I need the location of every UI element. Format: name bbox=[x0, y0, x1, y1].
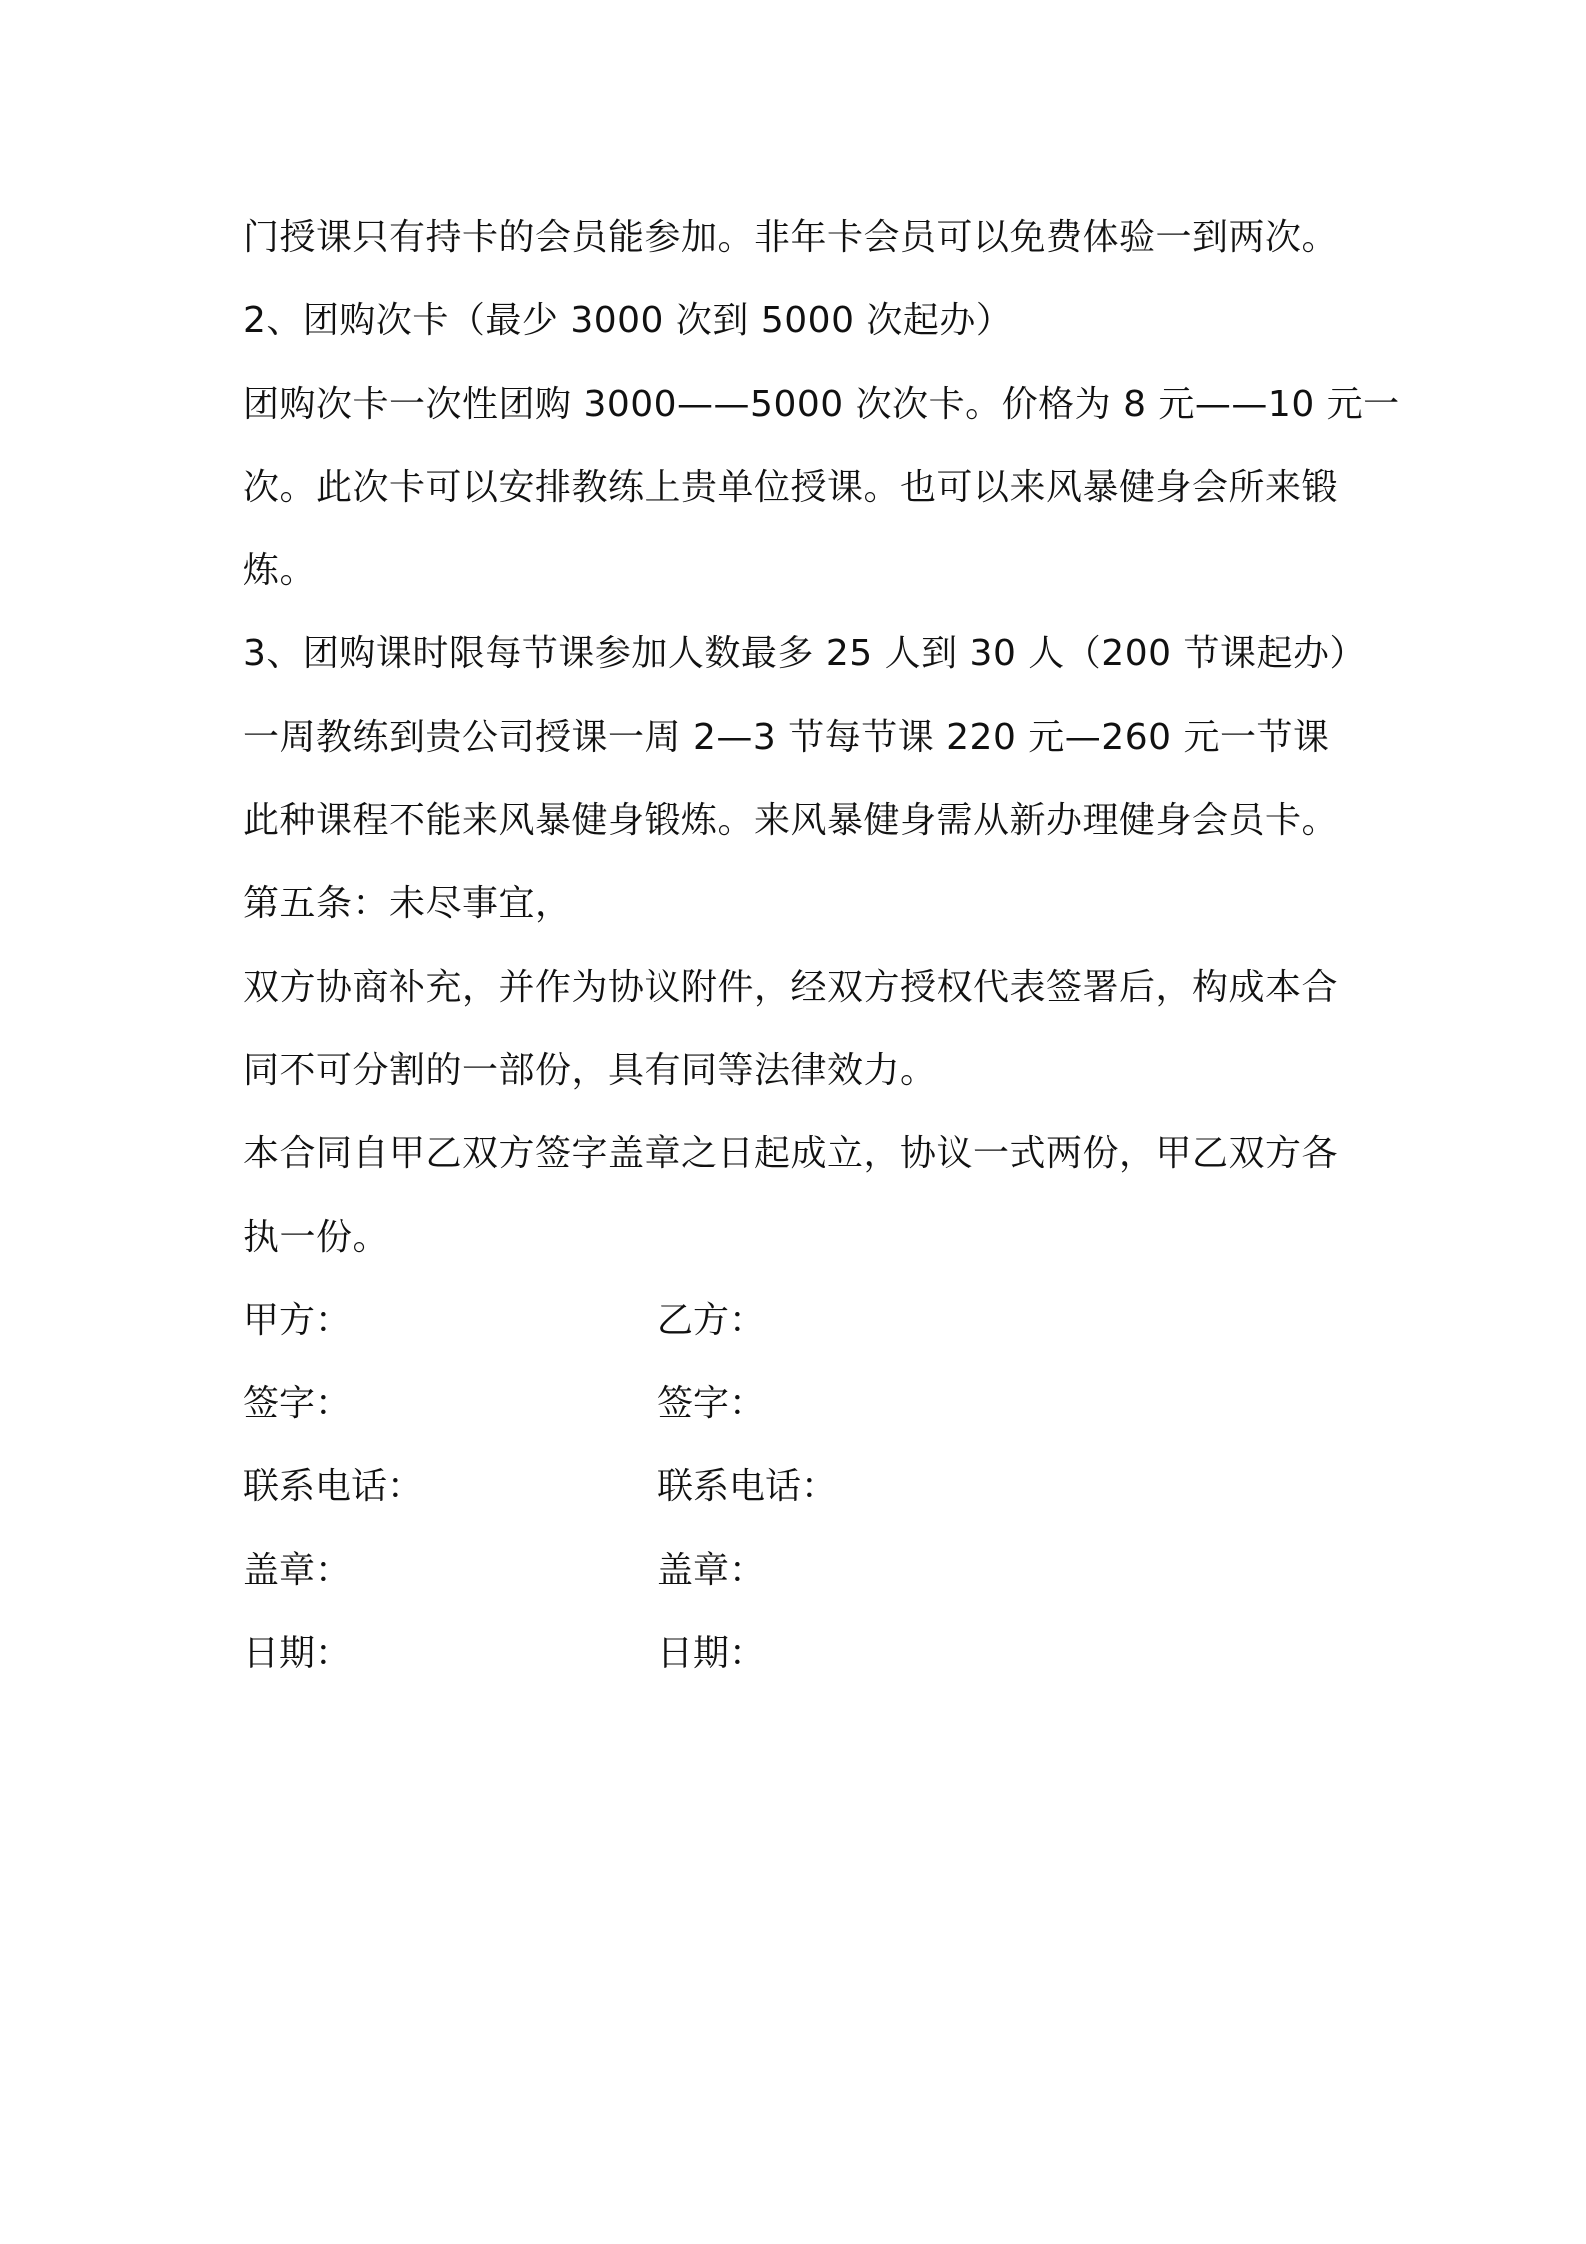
article-heading: 第五条：未尽事宜， bbox=[243, 883, 572, 925]
party-a-label: 甲方： bbox=[243, 1299, 352, 1341]
signature-row-party bbox=[243, 1279, 1363, 1362]
paragraph-line: 团购次卡一次性团购 3000——5000 次次卡。价格为 8 元——10 元一 bbox=[243, 383, 1400, 425]
paragraph-line: 此种课程不能来风暴健身锻炼。来风暴健身需从新办理健身会员卡。 bbox=[243, 800, 1339, 842]
signature-row-phone bbox=[243, 1445, 1363, 1528]
party-b-sign-label: 签字： bbox=[657, 1383, 766, 1425]
party-b-seal-label: 盖章： bbox=[657, 1549, 766, 1591]
signature-row-seal bbox=[243, 1529, 1363, 1612]
document-body bbox=[243, 196, 1400, 1695]
party-b-label: 乙方： bbox=[657, 1299, 766, 1341]
section-heading: 3、团购课时限每节课参加人数最多 25 人到 30 人（200 节课起办） bbox=[243, 633, 1366, 675]
party-a-date-label: 日期： bbox=[243, 1633, 352, 1675]
signature-row-sign bbox=[243, 1362, 1363, 1445]
paragraph-line: 本合同自甲乙双方签字盖章之日起成立，协议一式两份，甲乙双方各 bbox=[243, 1133, 1339, 1175]
paragraph-line: 一周教练到贵公司授课一周 2—3 节每节课 220 元—260 元一节课 bbox=[243, 716, 1330, 758]
section-heading: 2、团购次卡（最少 3000 次到 5000 次起办） bbox=[243, 300, 1013, 342]
party-a-phone-label: 联系电话： bbox=[243, 1466, 424, 1508]
paragraph-line: 双方协商补充，并作为协议附件，经双方授权代表签署后，构成本合 bbox=[243, 966, 1339, 1008]
party-b-phone-label: 联系电话： bbox=[657, 1466, 838, 1508]
paragraph-line: 门授课只有持卡的会员能参加。非年卡会员可以免费体验一到两次。 bbox=[243, 217, 1339, 258]
party-b-date-label: 日期： bbox=[657, 1633, 766, 1675]
paragraph-line: 次。此次卡可以安排教练上贵单位授课。也可以来风暴健身会所来锻 bbox=[243, 466, 1339, 508]
paragraph-line: 执一份。 bbox=[243, 1216, 390, 1258]
party-a-sign-label: 签字： bbox=[243, 1383, 352, 1425]
party-a-seal-label: 盖章： bbox=[243, 1549, 352, 1591]
paragraph-line: 同不可分割的一部份，具有同等法律效力。 bbox=[243, 1049, 937, 1091]
signature-row-date bbox=[243, 1612, 1363, 1695]
paragraph-line: 炼。 bbox=[243, 550, 317, 592]
